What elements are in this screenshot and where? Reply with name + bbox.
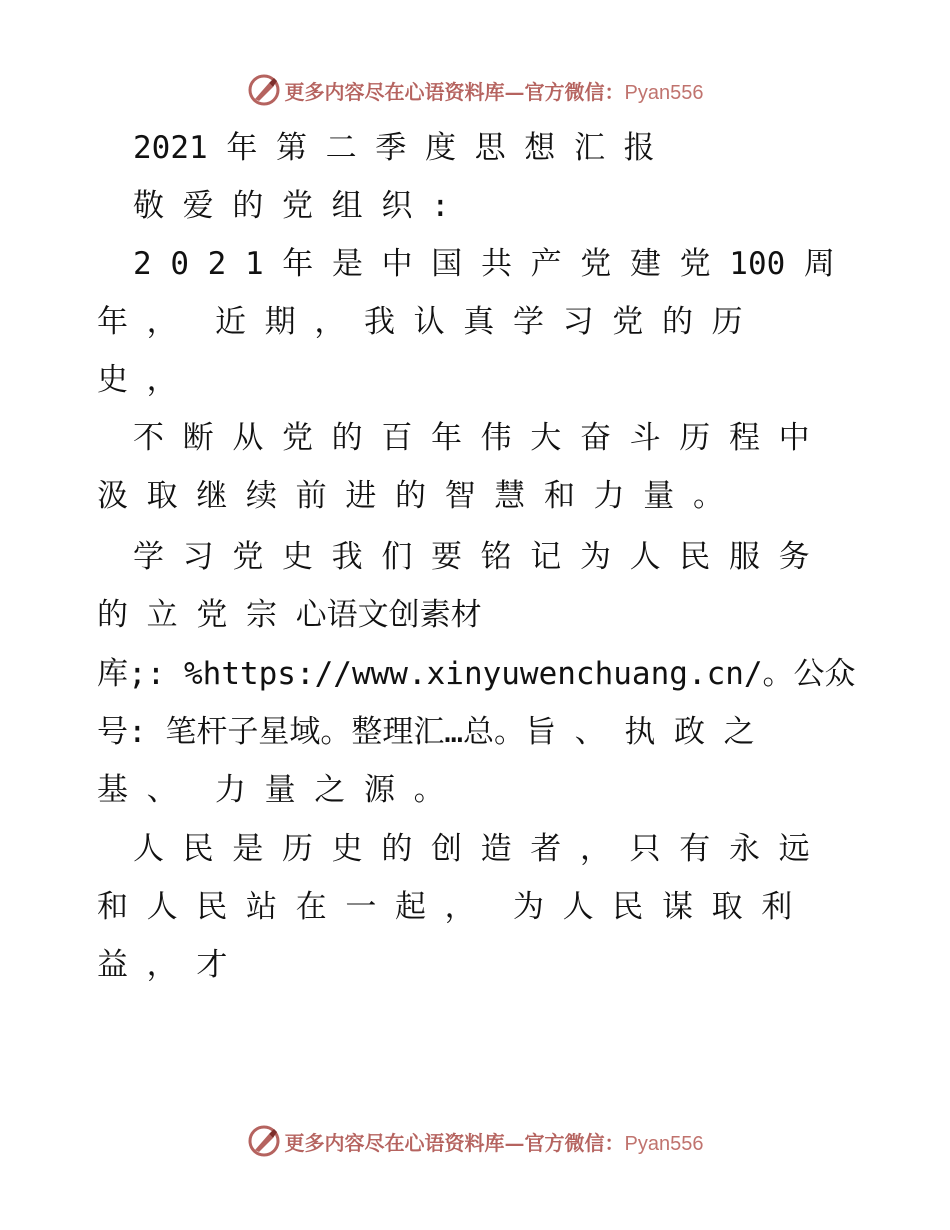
doc-title: 2021 年 第 二 季 度 思 想 汇 报 <box>133 130 655 166</box>
banner-main-text: 更多内容尽在心语资料库— <box>284 1130 525 1155</box>
doc-line: 2 0 2 1 年 是 中 国 共 产 党 建 党 100 周 <box>133 246 835 282</box>
header-banner-text <box>285 76 704 105</box>
doc-line: 库;: %https://www.xinyuwenchuang.cn/。公众 <box>97 656 856 692</box>
doc-line: 益 ， 才 <box>97 947 228 983</box>
pen-nib-logo-icon <box>247 73 281 107</box>
doc-line: 学 习 党 史 我 们 要 铭 记 为 人 民 服 务 <box>133 539 810 575</box>
doc-line: 史 ， <box>97 362 178 398</box>
pen-nib-logo-icon <box>247 1124 281 1158</box>
doc-line: 号: 笔杆子星域。整理汇…总。旨 、 执 政 之 <box>97 714 755 750</box>
banner-main-text: 更多内容尽在心语资料库— <box>284 79 525 104</box>
doc-line: 和 人 民 站 在 一 起 ， 为 人 民 谋 取 利 <box>97 889 793 925</box>
banner-wechat-label: 官方微信： <box>524 79 625 104</box>
footer-banner-text <box>285 1127 704 1156</box>
banner-wechat-label: 官方微信： <box>524 1130 625 1155</box>
banner-wechat-id: Pyan556 <box>624 81 704 104</box>
banner-wechat-id: Pyan556 <box>624 1132 704 1155</box>
doc-line: 年 ， 近 期 ， 我 认 真 学 习 党 的 历 <box>97 304 743 340</box>
doc-line: 汲 取 继 续 前 进 的 智 慧 和 力 量 。 <box>97 478 724 514</box>
doc-line: 不 断 从 党 的 百 年 伟 大 奋 斗 历 程 中 <box>133 420 810 456</box>
doc-line: 基 、 力 量 之 源 。 <box>97 772 445 808</box>
footer-banner <box>0 1121 950 1161</box>
doc-line: 人 民 是 历 史 的 创 造 者 ， 只 有 永 远 <box>133 831 810 867</box>
doc-salutation: 敬 爱 的 党 组 织 : <box>133 188 450 224</box>
doc-line: 的 立 党 宗 心语文创素材 <box>97 597 482 633</box>
header-banner <box>0 70 950 110</box>
